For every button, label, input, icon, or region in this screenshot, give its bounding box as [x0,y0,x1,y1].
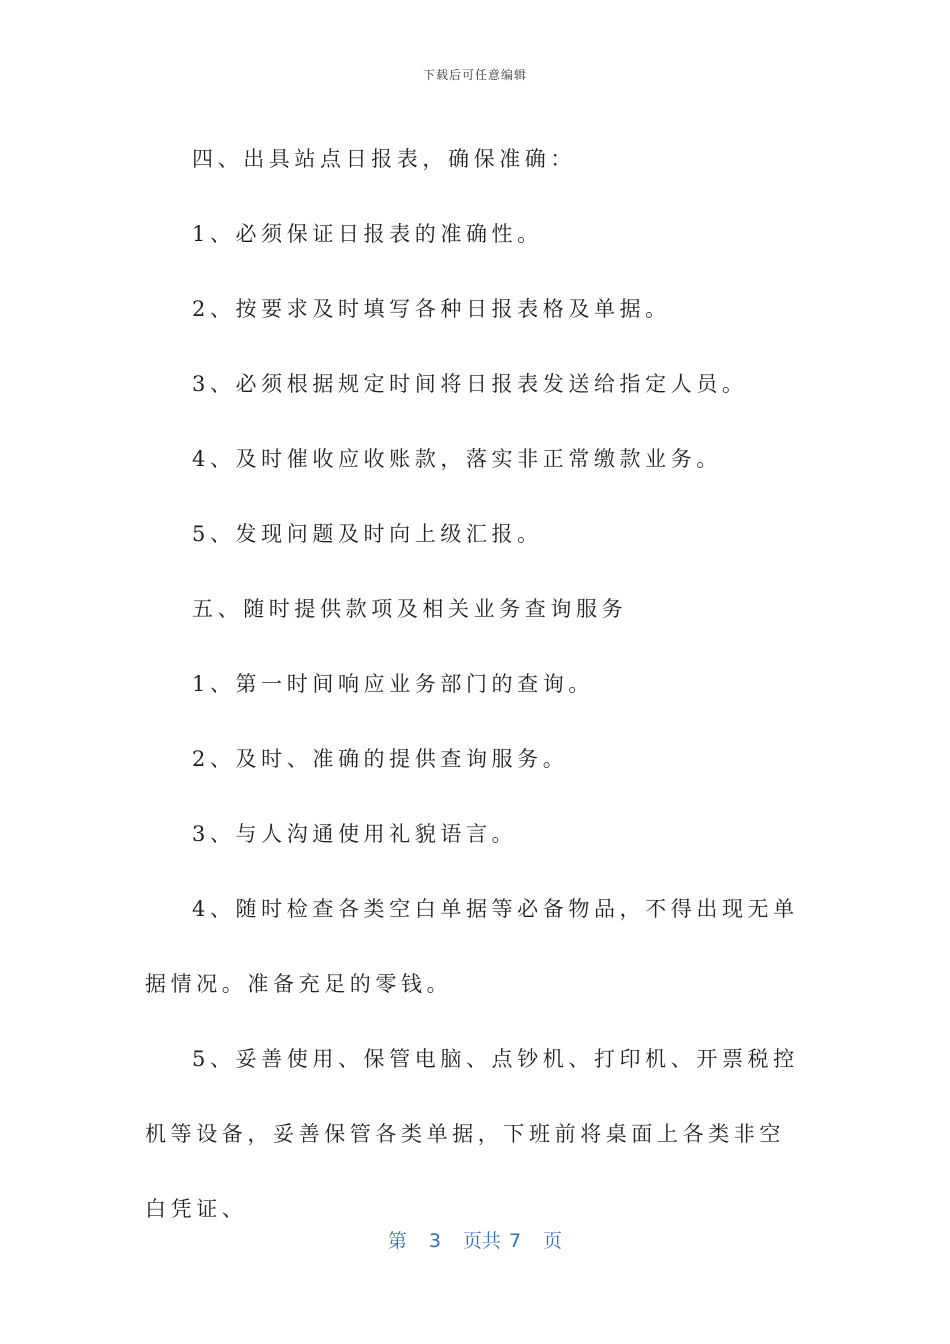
page-suffix: 页 [543,1230,563,1252]
list-item: 2、及时、准确的提供查询服务。 [192,747,569,771]
page-prefix: 第 [387,1230,407,1252]
page-number-footer [0,1226,950,1253]
total-pages-number: 7 [509,1230,522,1252]
header-note: 下载后可任意编辑 [422,68,527,82]
list-item: 5、发现问题及时向上级汇报。 [192,522,543,546]
list-item: 3、与人沟通使用礼貌语言。 [192,822,518,846]
section-heading-5: 五、随时提供款项及相关业务查询服务 [192,597,628,621]
list-item: 4、随时检查各类空白单据等必备物品，不得出现无单据情况。准备充足的零钱。 [145,897,799,996]
section-heading-4: 四、出具站点日报表，确保准确： [192,147,576,171]
list-item: 1、必须保证日报表的准确性。 [192,222,543,246]
list-item: 5、妥善使用、保管电脑、点钞机、打印机、开票税控机等设备，妥善保管各类单据，下班前将桌面上各类非空白凭证、 [145,1047,799,1221]
document-body [145,122,810,1247]
list-item: 2、按要求及时填写各种日报表格及单据。 [192,297,671,321]
current-page-number: 3 [428,1230,441,1252]
list-item: 1、第一时间响应业务部门的查询。 [192,672,594,696]
list-item: 3、必须根据规定时间将日报表发送给指定人员。 [192,372,748,396]
list-item: 4、及时催收应收账款，落实非正常缴款业务。 [192,447,722,471]
page-mid-text: 页共 [462,1230,501,1252]
